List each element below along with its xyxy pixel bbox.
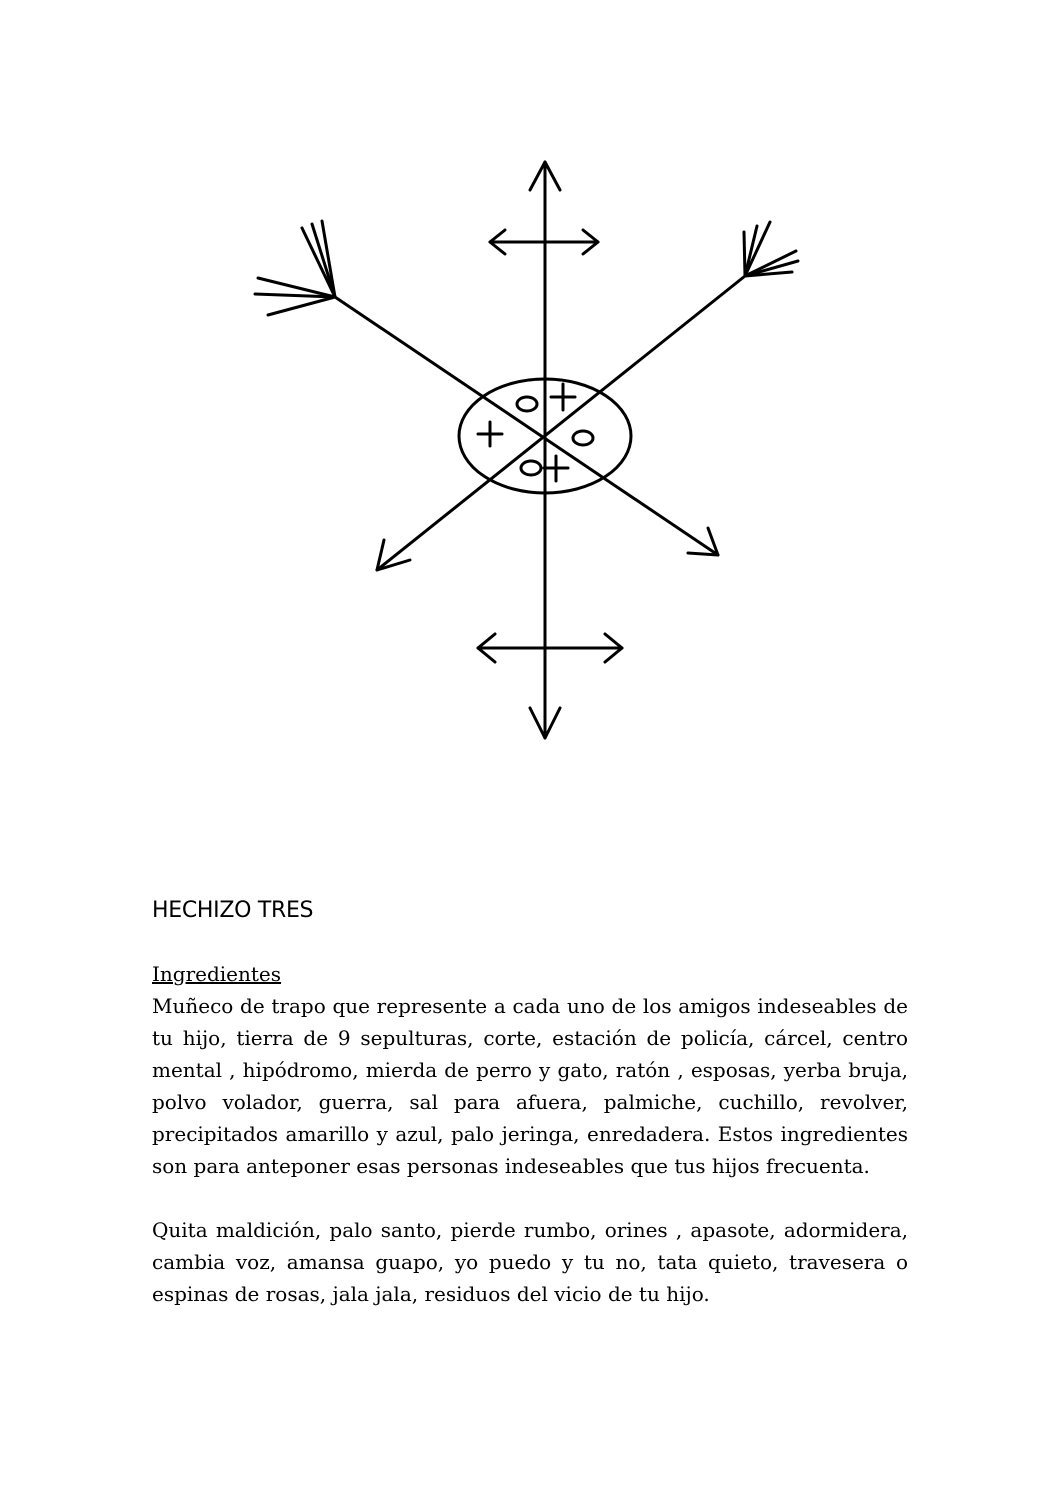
plus-mark-bottom [544,456,568,481]
ingredients-heading: Ingredientes [152,962,282,986]
spell-title: HECHIZO TRES [152,898,314,923]
lower-double-arrow [478,634,622,662]
second-paragraph: Quita maldición, palo santo, pierde rumbo, orines , apasote, adormidera, cambia voz, amansa guapo, yo puedo y tu no, tata quieto, travesera o espinas de rosas, jala jala, residuos del vicio de tu hijo. [152,1218,908,1306]
circle-mark-bottom [521,461,541,475]
circle-mark-right [573,431,593,445]
vertical-axis [530,162,560,738]
plus-mark-top [551,384,575,410]
document-body [152,958,908,1310]
circle-mark-top [517,397,537,411]
upper-right-fletching [744,222,798,276]
diagonal-arrow-left-to-right [255,221,718,555]
plus-mark-left [478,422,502,446]
diagonal-arrow-right-to-left [377,222,798,570]
ingredients-paragraph: Muñeco de trapo que represente a cada uno de los amigos indeseables de tu hijo, tierra de 9 sepulturas, corte, estación de policía, cárcel, centro mental , hipódromo, mierda de perro y gato, ratón , esposas, yerba bruja, polvo volador, guerra, sal para afuera, palmiche, cuchillo, revolver, precipitados amarillo y azul, palo jeringa, enredadera. Estos ingredientes son para anteponer esas personas indeseables que tus hijos frecuenta. [152,994,908,1178]
upper-left-fletching [255,221,335,315]
